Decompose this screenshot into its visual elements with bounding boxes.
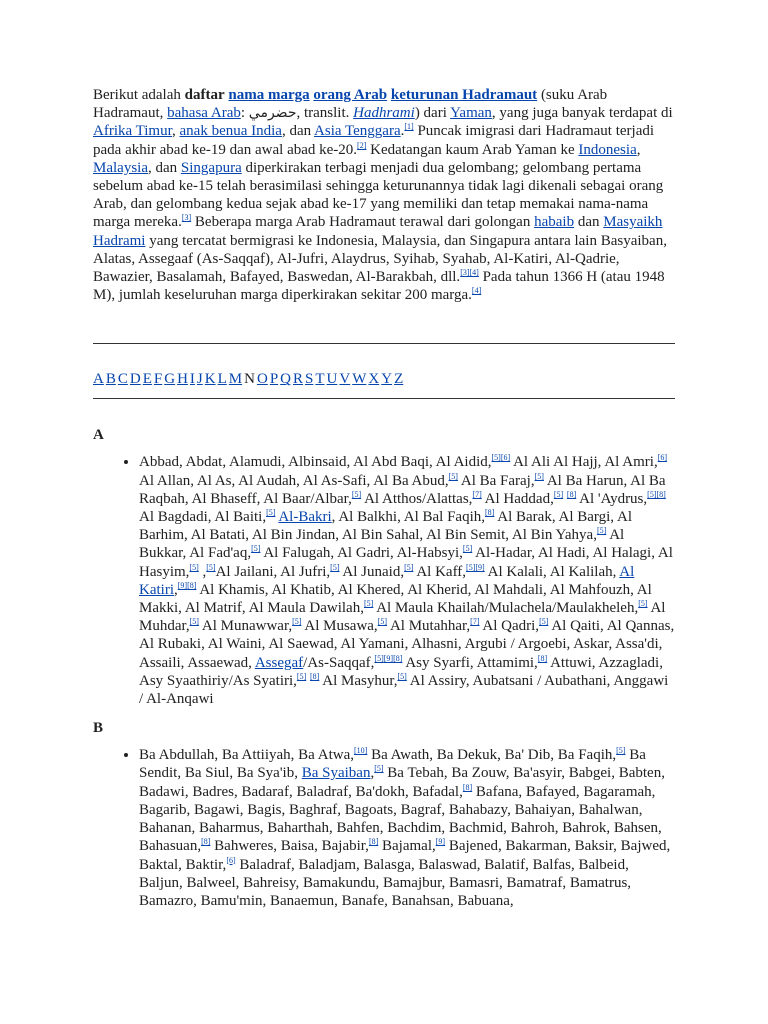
- arabic-word: حضرمي: [248, 105, 297, 122]
- ref-link[interactable]: [1]: [404, 122, 414, 132]
- intro-text: , yang juga banyak terdapat di: [491, 105, 673, 122]
- intro-text: Beberapa marga Arab Hadramaut terawal dari golongan: [191, 214, 535, 231]
- section-list-a: [93, 453, 675, 708]
- list-text: Bajened, Bakarman, Baksir, Bajwed, Baktal, Baktir,: [139, 838, 671, 873]
- list-text: Baladraf, Baladjam, Balasga, Balaswad, Balatif, Balfas, Balbeid, Baljun, Balweel, Bahreisy, Bamakundu, Bamajbur, Bamasri, Bamatraf, Bamatrus, Bamazro, Bamu'min, Banaemun, Banafe, Banahsan, Babuana,: [139, 856, 632, 909]
- link-malaysia[interactable]: Malaysia: [93, 159, 148, 176]
- list-text: Al Muhdar,: [139, 600, 666, 635]
- list-text: Al Barak, Al Bargi, Al Barhim, Al Batati, Al Bin Jindan, Al Bin Sahal, Al Bin Semit, Al Bin Yahya,: [139, 509, 632, 544]
- link-asia-tenggara[interactable]: Asia Tenggara: [314, 123, 401, 140]
- list-text: Al Mutahhar,: [387, 618, 471, 635]
- alpha-link-l[interactable]: L: [217, 371, 227, 388]
- list-text: Al Kaff,: [413, 563, 467, 580]
- list-text: Al Junaid,: [339, 563, 405, 580]
- list-text: Attuwi, Azzagladi, Asy Syaathiriy/As Syatiri,: [139, 654, 663, 689]
- alpha-link-m[interactable]: M: [228, 371, 243, 388]
- list-text: Ba Tebah, Ba Zouw, Ba'asyir, Babgei, Babten, Badawi, Badres, Badaraf, Baladraf, Ba'dokh, Bafadal,: [139, 765, 665, 800]
- ref-link[interactable]: [5]: [647, 489, 657, 499]
- top-divider: [93, 343, 675, 344]
- list-text: Asy Syarfi, Attamimi,: [402, 654, 538, 671]
- ref-link[interactable]: [5]: [351, 489, 362, 499]
- list-item: [139, 746, 675, 910]
- intro-text: ,: [172, 123, 180, 140]
- ref-link[interactable]: [3]: [181, 213, 192, 223]
- link-al-katiri[interactable]: Al Katiri: [139, 563, 635, 598]
- ref-link[interactable]: [10]: [353, 746, 368, 756]
- intro-text: , dan: [147, 159, 181, 176]
- ref-link[interactable]: [8]: [566, 489, 577, 499]
- link-indonesia[interactable]: Indonesia: [578, 141, 637, 158]
- link-afrika-timur[interactable]: Afrika Timur: [93, 123, 172, 140]
- section-heading-a: A: [93, 427, 104, 444]
- list-text: Al Haddad,: [481, 490, 554, 507]
- article-body: [93, 86, 675, 910]
- alpha-link-a[interactable]: A: [93, 371, 104, 388]
- ref-link[interactable]: [5]: [404, 562, 414, 572]
- alpha-link-d[interactable]: D: [129, 371, 141, 388]
- ref-link[interactable]: [2]: [357, 140, 367, 150]
- bottom-divider: [93, 398, 675, 399]
- ref-link[interactable]: [5]: [448, 471, 458, 481]
- alpha-link-t[interactable]: T: [315, 371, 325, 388]
- ref-link[interactable]: [8]: [393, 653, 403, 663]
- ref-link[interactable]: [9]: [383, 653, 394, 663]
- intro-text: ) dari: [414, 105, 451, 122]
- ref-link[interactable]: [8]: [201, 837, 211, 847]
- ref-link[interactable]: [9]: [475, 562, 485, 572]
- intro-text: , dan: [281, 123, 315, 140]
- alpha-link-o[interactable]: O: [256, 371, 268, 388]
- intro-text: Puncak imigrasi dari Hadramaut terjadi pada akhir abad ke-19 dan awal abad ke-20.: [93, 123, 655, 158]
- list-text: Al Jailani, Al Jufri,: [215, 563, 331, 580]
- ref-link[interactable]: [5]: [296, 671, 307, 681]
- ref-link[interactable]: [5]: [266, 508, 276, 518]
- list-text: Ba Sendit, Ba Siul, Ba Sya'ib,: [139, 747, 646, 782]
- list-text: Al Atthos/Alattas,: [361, 490, 473, 507]
- list-text: Al-Hadar, Al Hadi, Al Halagi, Al Hasyim,: [139, 545, 673, 580]
- ref-link[interactable]: [8]: [368, 837, 379, 847]
- ref-link[interactable]: [8]: [485, 508, 495, 518]
- list-text: Al Masyhur,: [319, 672, 398, 689]
- alpha-link-b[interactable]: B: [105, 371, 116, 388]
- alpha-link-h[interactable]: H: [177, 371, 188, 388]
- alpha-link-y[interactable]: Y: [381, 371, 393, 388]
- list-text: , Al Balkhi, Al Bal Faqih,: [331, 509, 486, 526]
- ref-link[interactable]: [9]: [435, 837, 446, 847]
- intro-paragraph: [93, 86, 675, 304]
- list-text: ,: [370, 765, 375, 782]
- alpha-link-z[interactable]: Z: [394, 371, 404, 388]
- link-yaman[interactable]: Yaman: [450, 105, 492, 122]
- intro-text: .: [400, 123, 405, 140]
- intro-text: ,: [636, 141, 641, 158]
- ref-link[interactable]: [4]: [469, 268, 479, 278]
- ref-link[interactable]: [5]: [292, 617, 302, 627]
- ref-link[interactable]: [5]: [189, 562, 199, 572]
- alpha-link-s[interactable]: S: [305, 371, 314, 388]
- link-hadhrami[interactable]: Hadhrami: [353, 105, 415, 122]
- alpha-link-f[interactable]: F: [153, 371, 163, 388]
- ref-link[interactable]: [5]: [251, 544, 261, 554]
- list-text: Al 'Aydrus,: [576, 490, 648, 507]
- list-text: Al Musawa,: [301, 618, 378, 635]
- alpha-link-j[interactable]: J: [196, 371, 203, 388]
- alpha-link-i[interactable]: I: [189, 371, 195, 388]
- ref-link[interactable]: [4]: [471, 286, 482, 296]
- alpha-current-n: N: [244, 371, 255, 388]
- ref-link[interactable]: [5]: [539, 617, 549, 627]
- ref-link[interactable]: [8]: [656, 489, 666, 499]
- ref-link[interactable]: [5]: [330, 562, 340, 572]
- list-text: Al Maula Khailah/Mulachela/Maulakheleh,: [373, 600, 639, 617]
- list-text: Al Falugah, Al Gadri, Al-Habsyi,: [260, 545, 463, 562]
- alpha-link-x[interactable]: X: [368, 371, 380, 388]
- intro-text: Pada tahun 1366 H (atau 1948 M), jumlah keseluruhan marga diperkirakan sekitar 200 marga.: [93, 269, 665, 304]
- list-text: Al Qadri,: [479, 618, 540, 635]
- ref-link[interactable]: [5]: [553, 489, 564, 499]
- list-text: Bajamal,: [378, 838, 436, 855]
- ref-link[interactable]: [5]: [397, 671, 407, 681]
- ref-link[interactable]: [5]: [596, 526, 607, 536]
- section-list-b: [93, 746, 675, 910]
- list-text: Bahweres, Baisa, Bajabir,: [210, 838, 369, 855]
- ref-link[interactable]: [5]: [374, 764, 384, 774]
- ref-link[interactable]: [6]: [226, 855, 236, 865]
- intro-text: , translit.: [296, 105, 354, 122]
- list-text: ,: [174, 581, 178, 598]
- alpha-link-k[interactable]: K: [204, 371, 216, 388]
- ref-link[interactable]: [8]: [187, 580, 197, 590]
- list-text: Al Ba Harun, Al Ba Raqbah, Al Bhaseff, Al Baar/Albar,: [139, 472, 666, 507]
- link-nama-marga[interactable]: nama marga: [228, 87, 310, 103]
- alpha-link-r[interactable]: R: [293, 371, 304, 388]
- list-text: Ba Abdullah, Ba Attiiyah, Ba Atwa,: [139, 747, 354, 764]
- list-text: Al Ba Faraj,: [457, 472, 535, 489]
- alpha-link-v[interactable]: V: [339, 371, 351, 388]
- alpha-link-w[interactable]: W: [352, 371, 367, 388]
- list-text: Al Bukkar, Al Fad'aq,: [139, 527, 625, 562]
- link-bahasa-arab[interactable]: bahasa Arab: [167, 105, 241, 122]
- list-text: Ba Awath, Ba Dekuk, Ba' Dib, Ba Faqih,: [367, 747, 617, 764]
- list-text: Abbad, Abdat, Alamudi, Albinsaid, Al Abd Baqi, Al Aidid,: [139, 454, 492, 471]
- list-text: Al Bagdadi, Al Baiti,: [139, 509, 267, 526]
- ref-link[interactable]: [5]: [638, 599, 648, 609]
- intro-text: dan: [574, 214, 604, 231]
- intro-bold-daftar: daftar: [184, 87, 225, 103]
- list-text: Al Allan, Al As, Al Audah, Al As-Safi, Al Ba Abud,: [139, 472, 449, 489]
- list-text: ,: [198, 563, 207, 580]
- alpha-link-e[interactable]: E: [142, 371, 152, 388]
- link-ba-syaiban[interactable]: Ba Syaiban: [301, 765, 371, 782]
- alpha-link-c[interactable]: C: [117, 371, 128, 388]
- link-habaib[interactable]: habaib: [534, 214, 575, 231]
- intro-text: diperkirakan terbagi menjadi dua gelombang; gelombang pertama sebelum abad ke-15 telah berasimilasi sehingga keturunannya tidak lagi dikenali sebagai orang Arab, dan gelombang kedua sejak abad ke-17 yang memiliki dan tetap memakai nama-nama marga mereka.: [93, 159, 664, 231]
- intro-text: Kedatangan kaum Arab Yaman ke: [366, 141, 579, 158]
- link-al-bakri[interactable]: Al-Bakri: [278, 509, 332, 526]
- list-text: /As-Saqqaf,: [303, 654, 375, 671]
- ref-link[interactable]: [7]: [472, 489, 482, 499]
- list-text: Al Assiry, Aubatsani / Aubathani, Anggawi / Al-Anqawi: [139, 672, 669, 708]
- list-text: Al Munawwar,: [198, 618, 293, 635]
- ref-link[interactable]: [6]: [657, 453, 668, 463]
- alpha-link-p[interactable]: P: [269, 371, 279, 388]
- link-anak-benua-india[interactable]: anak benua India: [179, 123, 282, 140]
- intro-text: Berikut adalah: [93, 87, 185, 103]
- list-text: Al Qaiti, Al Qannas, Al Rubaki, Al Waini, Al Saewad, Al Yamani, Alhasni, Argubi / Argoebi, Askar, Assa'di, Assaili, Assaewad,: [139, 618, 675, 671]
- intro-text: (suku Arab Hadramaut,: [93, 87, 608, 122]
- link-masyaikh-hadrami[interactable]: Masyaikh Hadrami: [93, 214, 663, 249]
- ref-link[interactable]: [8]: [310, 671, 320, 681]
- link-keturunan-hadramaut[interactable]: keturunan Hadramaut: [390, 87, 538, 103]
- ref-link[interactable]: [5]: [206, 562, 216, 572]
- ref-link[interactable]: [5]: [491, 453, 501, 463]
- ref-link[interactable]: [8]: [537, 653, 548, 663]
- ref-link[interactable]: [5]: [462, 544, 473, 554]
- list-item: [139, 453, 675, 708]
- list-text: Al Ali Al Hajj, Al Amri,: [510, 454, 658, 471]
- ref-link[interactable]: [5]: [377, 617, 388, 627]
- intro-text: :: [240, 105, 249, 122]
- ref-link[interactable]: [5]: [534, 471, 544, 481]
- alpha-link-u[interactable]: U: [326, 371, 338, 388]
- section-heading-b: B: [93, 720, 104, 737]
- alphabet-index: [93, 370, 675, 388]
- ref-link[interactable]: [6]: [500, 453, 511, 463]
- ref-link[interactable]: [8]: [462, 782, 473, 792]
- ref-link[interactable]: [5]: [189, 617, 199, 627]
- link-assegaf[interactable]: Assegaf: [254, 654, 304, 671]
- alpha-link-g[interactable]: G: [164, 371, 176, 388]
- ref-link[interactable]: [3]: [460, 268, 470, 278]
- list-text: Al Khamis, Al Khatib, Al Khered, Al Kherid, Al Mahdali, Al Mahfouzh, Al Makki, Al Matrif, Al Maula Dawilah,: [139, 581, 652, 617]
- ref-link[interactable]: [9]: [177, 580, 188, 590]
- list-text: Bafana, Bafayed, Bagaramah, Bagarib, Bagawi, Bagis, Baghraf, Bagoats, Bagraf, Bahabazy, Bahaiyan, Bahalwan, Bahanan, Baharmus, Baharthah, Bahfen, Bachdim, Bachmid, Bahroh, Bahrok, Bahsen, Bahasuan,: [139, 783, 662, 855]
- ref-link[interactable]: [5]: [466, 562, 476, 572]
- ref-link[interactable]: [7]: [470, 617, 480, 627]
- ref-link[interactable]: [5]: [374, 653, 384, 663]
- link-singapura[interactable]: Singapura: [180, 159, 242, 176]
- list-text: Al Kalali, Al Kalilah,: [484, 563, 620, 580]
- intro-text: yang tercatat bermigrasi ke Indonesia, Malaysia, dan Singapura antara lain Basyaiban, Alatas, Assegaaf (As-Saqqaf), Al-Jufri, Alaydrus, Syihab, Syahab, Al-Katiri, Al-Qadrie, Bawazier, Basalamah, Bafayed, Baswedan, Al-Barakbah, dll.: [93, 232, 667, 286]
- alpha-link-q[interactable]: Q: [280, 371, 291, 388]
- ref-link[interactable]: [5]: [363, 599, 374, 609]
- link-orang-arab[interactable]: orang Arab: [313, 87, 388, 103]
- ref-link[interactable]: [5]: [616, 746, 626, 756]
